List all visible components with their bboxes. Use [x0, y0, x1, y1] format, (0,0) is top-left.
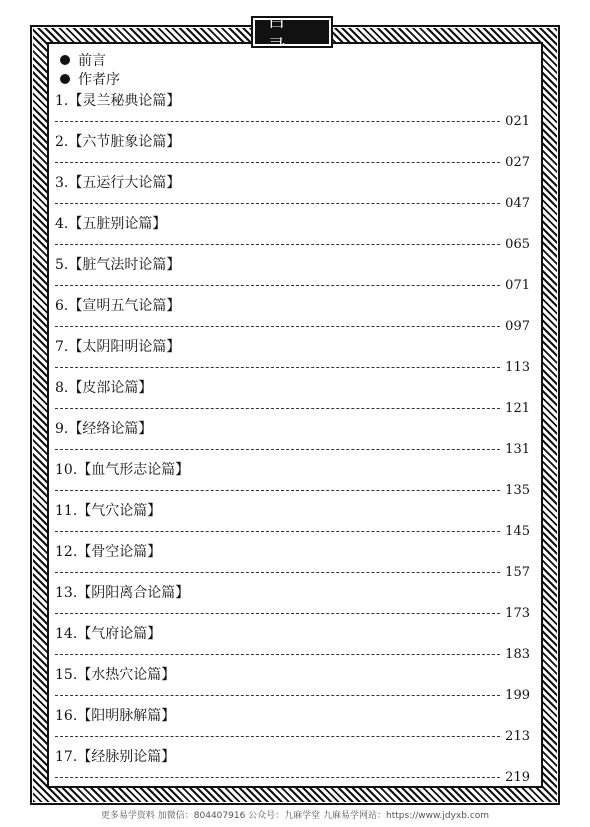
toc-entry-title: 10.【血气形志论篇】 [55, 462, 190, 478]
toc-leader-dashes [55, 367, 500, 368]
toc-page-number: 113 [505, 360, 530, 375]
bullet-icon [60, 55, 70, 65]
toc-page-number: 071 [505, 278, 530, 293]
toc-entry[interactable] [55, 500, 530, 541]
toc-entry-title: 14.【气府论篇】 [55, 626, 162, 642]
toc-leader-dashes [55, 736, 500, 737]
toc-entry-title: 15.【水热穴论篇】 [55, 667, 176, 683]
toc-page-number: 183 [505, 647, 530, 662]
toc-page-number: 131 [505, 442, 530, 457]
toc-entry-title: 2.【六节脏象论篇】 [55, 134, 181, 150]
toc-entry-title: 3.【五运行大论篇】 [55, 175, 181, 191]
footer-watermark: 更多易学资料 加微信：804407916 公众号：九麻学堂 九麻易学网站：https://www.jdyxb.com [100, 811, 490, 821]
toc-page-number: 135 [505, 483, 530, 498]
toc-leader-dashes [55, 244, 500, 245]
toc-entry[interactable] [55, 90, 530, 131]
toc-entry-title: 4.【五脏别论篇】 [55, 216, 167, 232]
toc-leader-dashes [55, 654, 500, 655]
toc-entry[interactable] [55, 623, 530, 664]
toc-page-number: 173 [505, 606, 530, 621]
toc-leader-dashes [55, 285, 500, 286]
toc-entry[interactable] [55, 213, 530, 254]
toc-entry[interactable] [55, 746, 530, 787]
toc-leader-dashes [55, 695, 500, 696]
toc-leader-dashes [55, 572, 500, 573]
toc-leader-dashes [55, 531, 500, 532]
toc-entry[interactable] [55, 377, 530, 418]
toc-leader-dashes [55, 613, 500, 614]
toc-leader-dashes [55, 449, 500, 450]
toc-leader-dashes [55, 777, 500, 778]
toc-page-number: 199 [505, 688, 530, 703]
toc-entry[interactable] [55, 459, 530, 500]
toc-entry[interactable] [55, 336, 530, 377]
toc-page-number: 065 [505, 237, 530, 252]
toc-page-number: 219 [505, 770, 530, 785]
toc-leader-dashes [55, 203, 500, 204]
toc-entry[interactable] [55, 131, 530, 172]
toc-entry[interactable] [55, 541, 530, 582]
toc-entry[interactable] [55, 582, 530, 623]
front-matter-list [60, 50, 120, 88]
toc-entry-title: 13.【阴阳离合论篇】 [55, 585, 190, 601]
toc-entry-title: 1.【灵兰秘典论篇】 [55, 93, 181, 109]
toc-entry[interactable] [55, 295, 530, 336]
toc-entry-title: 6.【宣明五气论篇】 [55, 298, 181, 314]
toc-entry[interactable] [55, 418, 530, 459]
bullet-icon [60, 74, 70, 84]
toc-entry-title: 9.【经络论篇】 [55, 421, 153, 437]
toc-leader-dashes [55, 121, 500, 122]
toc-entry[interactable] [55, 172, 530, 213]
toc-entry-title: 5.【脏气法时论篇】 [55, 257, 181, 273]
toc-entry[interactable] [55, 254, 530, 295]
toc-leader-dashes [55, 490, 500, 491]
toc-page-number: 121 [505, 401, 530, 416]
toc-entry-title: 12.【骨空论篇】 [55, 544, 162, 560]
toc-page-number: 145 [505, 524, 530, 539]
toc-entry-title: 16.【阳明脉解篇】 [55, 708, 176, 724]
page-title: 目 [253, 18, 331, 46]
toc-page-number: 213 [505, 729, 530, 744]
list-item[interactable] [60, 69, 120, 88]
toc-entry[interactable] [55, 705, 530, 746]
table-of-contents [55, 90, 530, 787]
toc-page-number: 097 [505, 319, 530, 334]
front-matter-label: 前言 [78, 52, 106, 69]
front-matter-label: 作者序 [78, 71, 120, 88]
toc-leader-dashes [55, 408, 500, 409]
toc-leader-dashes [55, 326, 500, 327]
toc-entry-title: 8.【皮部论篇】 [55, 380, 153, 396]
toc-page-number: 157 [505, 565, 530, 580]
toc-entry[interactable] [55, 664, 530, 705]
toc-entry-title: 17.【经脉别论篇】 [55, 749, 176, 765]
toc-entry-title: 11.【气穴论篇】 [55, 503, 162, 519]
toc-leader-dashes [55, 162, 500, 163]
toc-page-number: 047 [505, 196, 530, 211]
toc-page-number: 027 [505, 155, 530, 170]
toc-entry-title: 7.【太阴阳明论篇】 [55, 339, 181, 355]
toc-page-number: 021 [505, 114, 530, 129]
list-item[interactable] [60, 50, 120, 69]
